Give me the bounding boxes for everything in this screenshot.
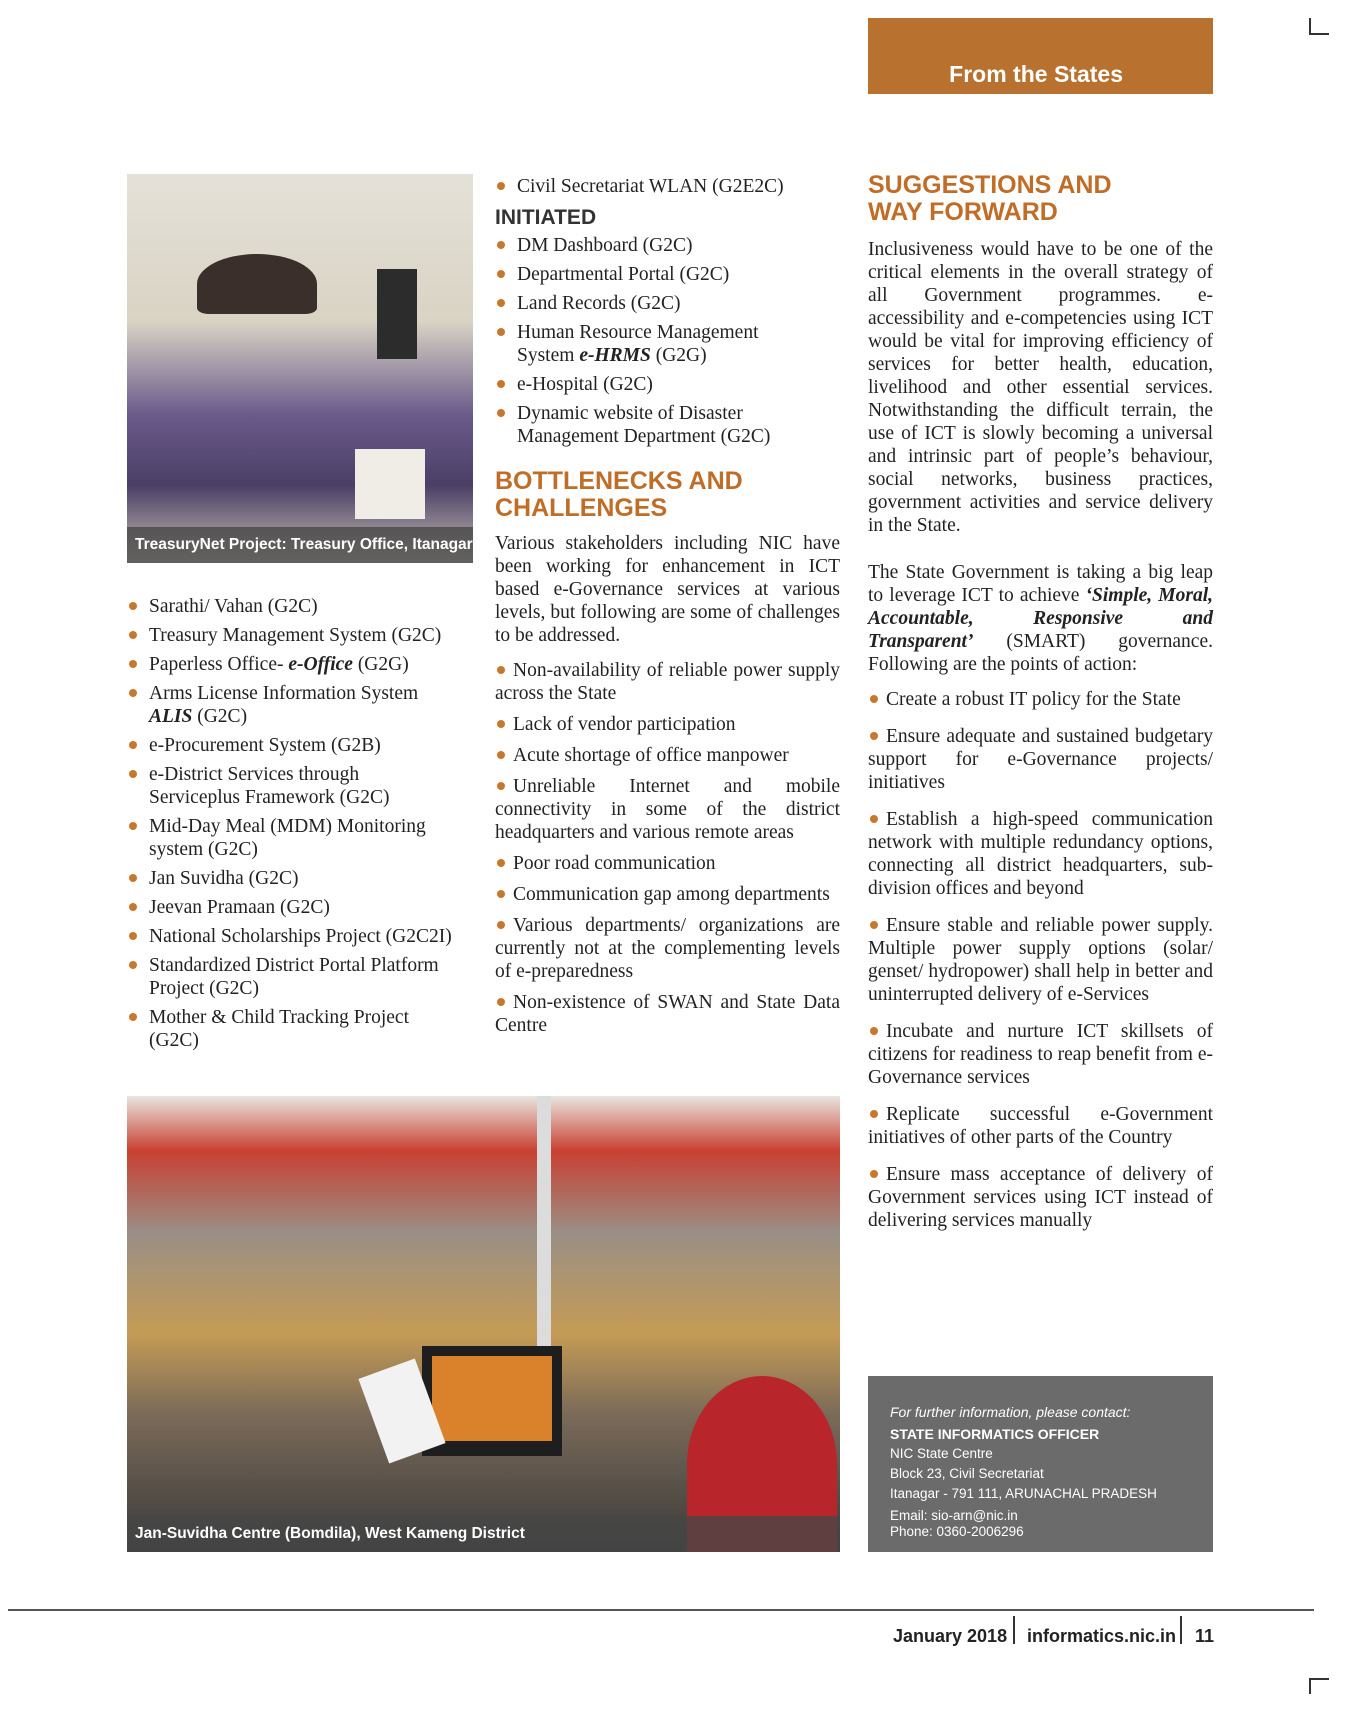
crop-mark-top (1309, 33, 1329, 35)
photo-caption: TreasuryNet Project: Treasury Office, Itanagar (127, 527, 473, 563)
suggestions-heading: SUGGESTIONS AND WAY FORWARD (868, 171, 1112, 226)
list-item: DM Dashboard (G2C) (495, 234, 840, 257)
initiated-heading: INITIATED (495, 206, 597, 229)
bottleneck-item: Non-existence of SWAN and State Data Centre (495, 992, 840, 1036)
contact-box (868, 1376, 1213, 1552)
photo-monitor-shape (377, 269, 417, 359)
initiated-list (495, 234, 840, 448)
action-item: Create a robust IT policy for the State (868, 688, 1213, 711)
crop-mark-bottom (1309, 1678, 1329, 1680)
action-item: Establish a high-speed communication network with multiple redundancy options, connecting all district headquarters, sub-division offices and beyond (868, 809, 1213, 899)
bottleneck-item: Communication gap among departments (495, 883, 840, 906)
bottleneck-item: Poor road communication (495, 852, 840, 875)
list-item: Departmental Portal (G2C) (495, 263, 840, 286)
bottleneck-item: Lack of vendor participation (495, 713, 840, 736)
bottlenecks-heading: BOTTLENECKS AND CHALLENGES (495, 467, 743, 522)
list-item: Dynamic website of Disaster Management Department (G2C) (495, 402, 840, 448)
list-item: Human Resource Management System e-HRMS (G2G) (495, 321, 840, 367)
list-item: Land Records (G2C) (495, 292, 840, 315)
completed-list-tail (495, 175, 840, 198)
list-item: Paperless Office- e-Office (G2G) (127, 653, 467, 676)
photo-calendar-shape (355, 449, 425, 519)
action-item: Replicate successful e-Government initiatives of other parts of the Country (868, 1104, 1213, 1148)
list-item: Jan Suvidha (G2C) (127, 867, 467, 890)
contact-phone: Phone: 0360-2006296 (890, 1524, 1024, 1539)
crop-mark-top (1309, 18, 1311, 34)
list-item: e-Procurement System (G2B) (127, 734, 467, 757)
bottleneck-item: Non-availability of reliable power supply across the State (495, 660, 840, 704)
suggestions-paragraph-2: The State Government is taking a big leap to leverage ICT to achieve ‘Simple, Moral, Accountable, Responsive and Transparent’ (SMART) governance. Following are the points of action: (868, 562, 1214, 675)
photo-screen-shape (432, 1356, 552, 1441)
list-item: Civil Secretariat WLAN (G2E2C) (495, 175, 840, 198)
list-item: e-Hospital (G2C) (495, 373, 840, 396)
contact-title: STATE INFORMATICS OFFICER (890, 1426, 1100, 1442)
action-item: Ensure adequate and sustained budgetary support for e-Governance projects/ initiatives (868, 726, 1213, 793)
bottleneck-item: Unreliable Internet and mobile connectivity in some of the district headquarters and various remote areas (495, 776, 840, 843)
column-2 (495, 175, 840, 1045)
footer-date: January 2018 (893, 1626, 1008, 1646)
footer-site: informatics.nic.in (1027, 1626, 1177, 1646)
list-item: National Scholarships Project (G2C2I) (127, 925, 467, 948)
contact-email: Email: sio-arn@nic.in (890, 1508, 1018, 1523)
list-item: Sarathi/ Vahan (G2C) (127, 595, 467, 618)
action-item: Incubate and nurture ICT skillsets of citizens for readiness to reap benefit from e-Governance services (868, 1021, 1213, 1088)
photo-treasury-office (127, 174, 473, 563)
action-item: Ensure mass acceptance of delivery of Government services using ICT instead of delivering services manually (868, 1164, 1213, 1231)
list-item: Standardized District Portal Platform Project (G2C) (127, 954, 467, 1000)
footer-divider (1180, 1616, 1182, 1644)
contact-intro: For further information, please contact: (890, 1404, 1131, 1420)
list-item: Mid-Day Meal (MDM) Monitoring system (G2C) (127, 815, 467, 861)
page-number: 11 (1195, 1626, 1215, 1646)
bottlenecks-intro: Various stakeholders including NIC have been working for enhancement in ICT based e-Governance services at various levels, but following are some of challenges to be addressed. (495, 533, 840, 646)
action-item: Ensure stable and reliable power supply. Multiple power supply options (solar/ genset/ hydropower) shall help in better and uninterrupted delivery of e-Services (868, 915, 1213, 1005)
list-item: Arms License Information System ALIS (G2C) (127, 682, 467, 728)
contact-line: Itanagar - 791 111, ARUNACHAL PRADESH (890, 1486, 1157, 1501)
footer-divider (1013, 1616, 1015, 1644)
photo-caption: Jan-Suvidha Centre (Bomdila), West Kameng District (127, 1516, 840, 1552)
photo-jan-suvidha-centre (127, 1096, 840, 1552)
suggestions-paragraph-1: Inclusiveness would have to be one of the critical elements in the overall strategy of all Government programmes. e-accessibility and e-competencies using ICT would be vital for improving efficiency of services for better health, education, livelihood and other essential services. Notwithstanding the difficult terrain, the use of ICT is slowly becoming a universal and intrinsic part of people’s behaviour, social networks, business practices, government activities and service delivery in the State. (868, 239, 1213, 536)
initiatives-list-col1 (127, 595, 467, 1058)
bottleneck-item: Acute shortage of office manpower (495, 744, 840, 767)
list-item: Jeevan Pramaan (G2C) (127, 896, 467, 919)
section-header-band (868, 18, 1213, 94)
footer-rule (8, 1609, 1314, 1611)
crop-mark-bottom (1309, 1678, 1311, 1694)
contact-line: NIC State Centre (890, 1446, 993, 1461)
contact-line: Block 23, Civil Secretariat (890, 1466, 1044, 1481)
column-3 (868, 172, 1213, 1246)
list-item: e-District Services through Serviceplus Framework (G2C) (127, 763, 467, 809)
bottleneck-item: Various departments/ organizations are currently not at the complementing levels of e-preparedness (495, 915, 840, 982)
list-item: Mother & Child Tracking Project (G2C) (127, 1006, 467, 1052)
section-title: From the States (949, 61, 1123, 87)
list-item: Treasury Management System (G2C) (127, 624, 467, 647)
photo-person-shape (197, 254, 317, 314)
